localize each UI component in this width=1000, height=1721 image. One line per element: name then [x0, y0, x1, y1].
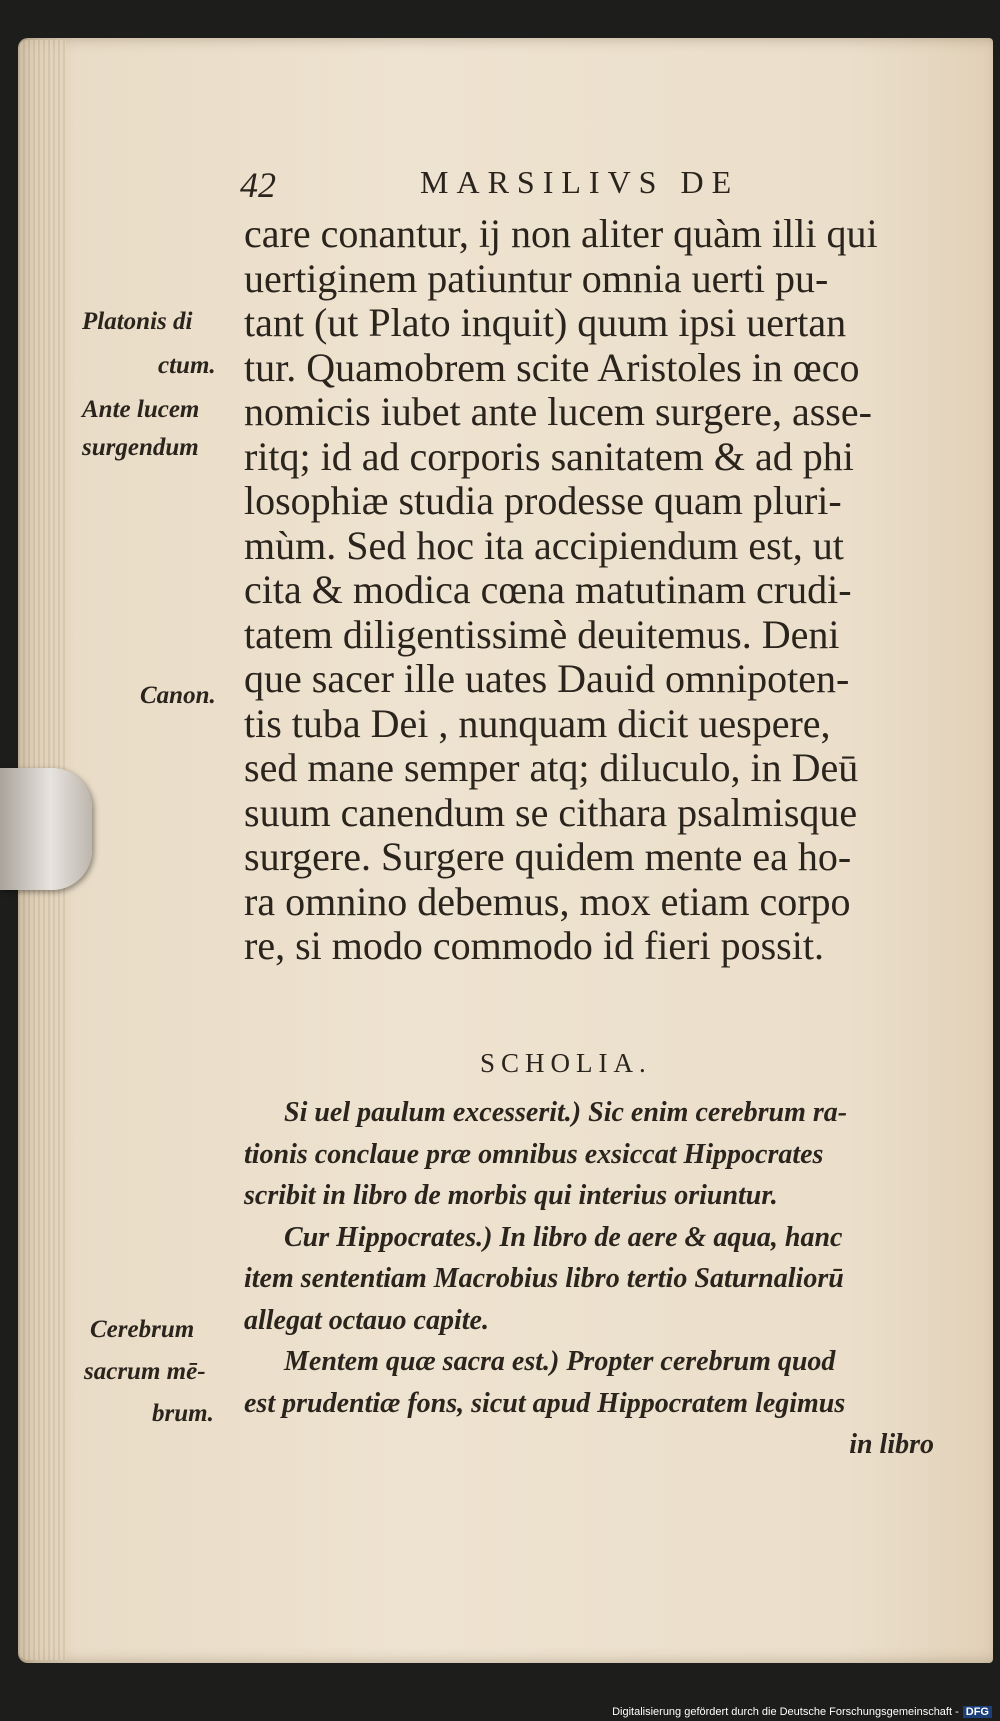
- scholia-line: item sententiam Macrobius libro tertio Saturnaliorū: [244, 1263, 844, 1294]
- page-header: [240, 164, 940, 214]
- scholia-line: tionis conclaue præ omnibus exsiccat Hippocrates: [244, 1138, 824, 1170]
- marginal-note-platonis-cont: ctum.: [158, 352, 216, 379]
- text-line: tatem diligentissimè deuitemus. Deni: [244, 611, 840, 657]
- text-line: surgere. Surgere quidem mente ea ho-: [244, 834, 852, 879]
- dfg-logo: DFG: [963, 1706, 992, 1718]
- running-head: MARSILIVS DE: [420, 164, 740, 200]
- text-line: mùm. Sed hoc ita accipiendum est, ut: [244, 522, 844, 568]
- text-line: que sacer ille uates Dauid omnipoten-: [244, 656, 850, 701]
- scholia-heading: SCHOLIA.: [480, 1048, 652, 1078]
- scholia-line: Mentem quæ sacra est.) Propter cerebrum quod: [284, 1346, 836, 1377]
- text-line: ra omnino debemus, mox etiam corpo: [244, 878, 851, 924]
- text-line: nomicis iubet ante lucem surgere, asse-: [244, 389, 872, 434]
- main-text: [244, 212, 944, 969]
- scholia-line: est prudentiæ fons, sicut apud Hippocratem legimus: [244, 1387, 846, 1419]
- text-line: tis tuba Dei , nunquam dicit uespere,: [244, 700, 831, 746]
- page-number: 42: [240, 165, 276, 205]
- marginal-note-canon: Canon.: [140, 682, 216, 709]
- text-line: care conantur, ĳ non aliter quàm illi qui: [244, 211, 878, 256]
- text-line: losophiæ studia prodesse quam pluri-: [244, 478, 842, 523]
- marginal-note-platonis: Platonis di: [82, 308, 193, 335]
- text-line: cita & modica cœna matutinam crudi-: [244, 567, 852, 612]
- marginal-note-sacrum: sacrum mē-: [84, 1358, 206, 1385]
- marginal-note-cerebrum: Cerebrum: [90, 1316, 195, 1343]
- text-line: tant (ut Plato inquit) quum ipsi uertan: [244, 300, 847, 345]
- marginal-note-surgendum: surgendum: [82, 434, 199, 461]
- credit-text: Digitalisierung gefördert durch die Deutsche Forschungsgemeinschaft -: [612, 1706, 959, 1718]
- text-line: tur. Quamobrem scite Aristoles in œco: [244, 344, 860, 390]
- scholia-line: Si uel paulum excesserit.) Sic enim cerebrum ra-: [284, 1097, 848, 1128]
- scholia-line: allegat octauo capite.: [244, 1304, 489, 1336]
- text-line: sed mane semper atq; diluculo, in Deū: [244, 745, 859, 790]
- scholia-line: Cur Hippocrates.) In libro de aere & aqua, hanc: [284, 1221, 843, 1253]
- scholia-line: scribit in libro de morbis qui interius oriuntur.: [244, 1180, 778, 1211]
- marginal-note-ante-lucem: Ante lucem: [82, 396, 200, 423]
- text-line: suum canendum se cithara psalmisque: [244, 789, 858, 835]
- digitization-credit: [612, 1706, 992, 1718]
- scholia-text: [244, 1092, 944, 1466]
- text-line: re, si modo commodo id fieri possit.: [244, 923, 824, 968]
- text-line: ritq; id ad corporis sanitatem & ad phi: [244, 433, 854, 479]
- text-line: uertiginem patiuntur omnia uerti pu-: [244, 255, 829, 301]
- catchword: in libro: [849, 1429, 934, 1460]
- marginal-note-membrum: brum.: [152, 1400, 214, 1427]
- book-clip: [0, 768, 92, 890]
